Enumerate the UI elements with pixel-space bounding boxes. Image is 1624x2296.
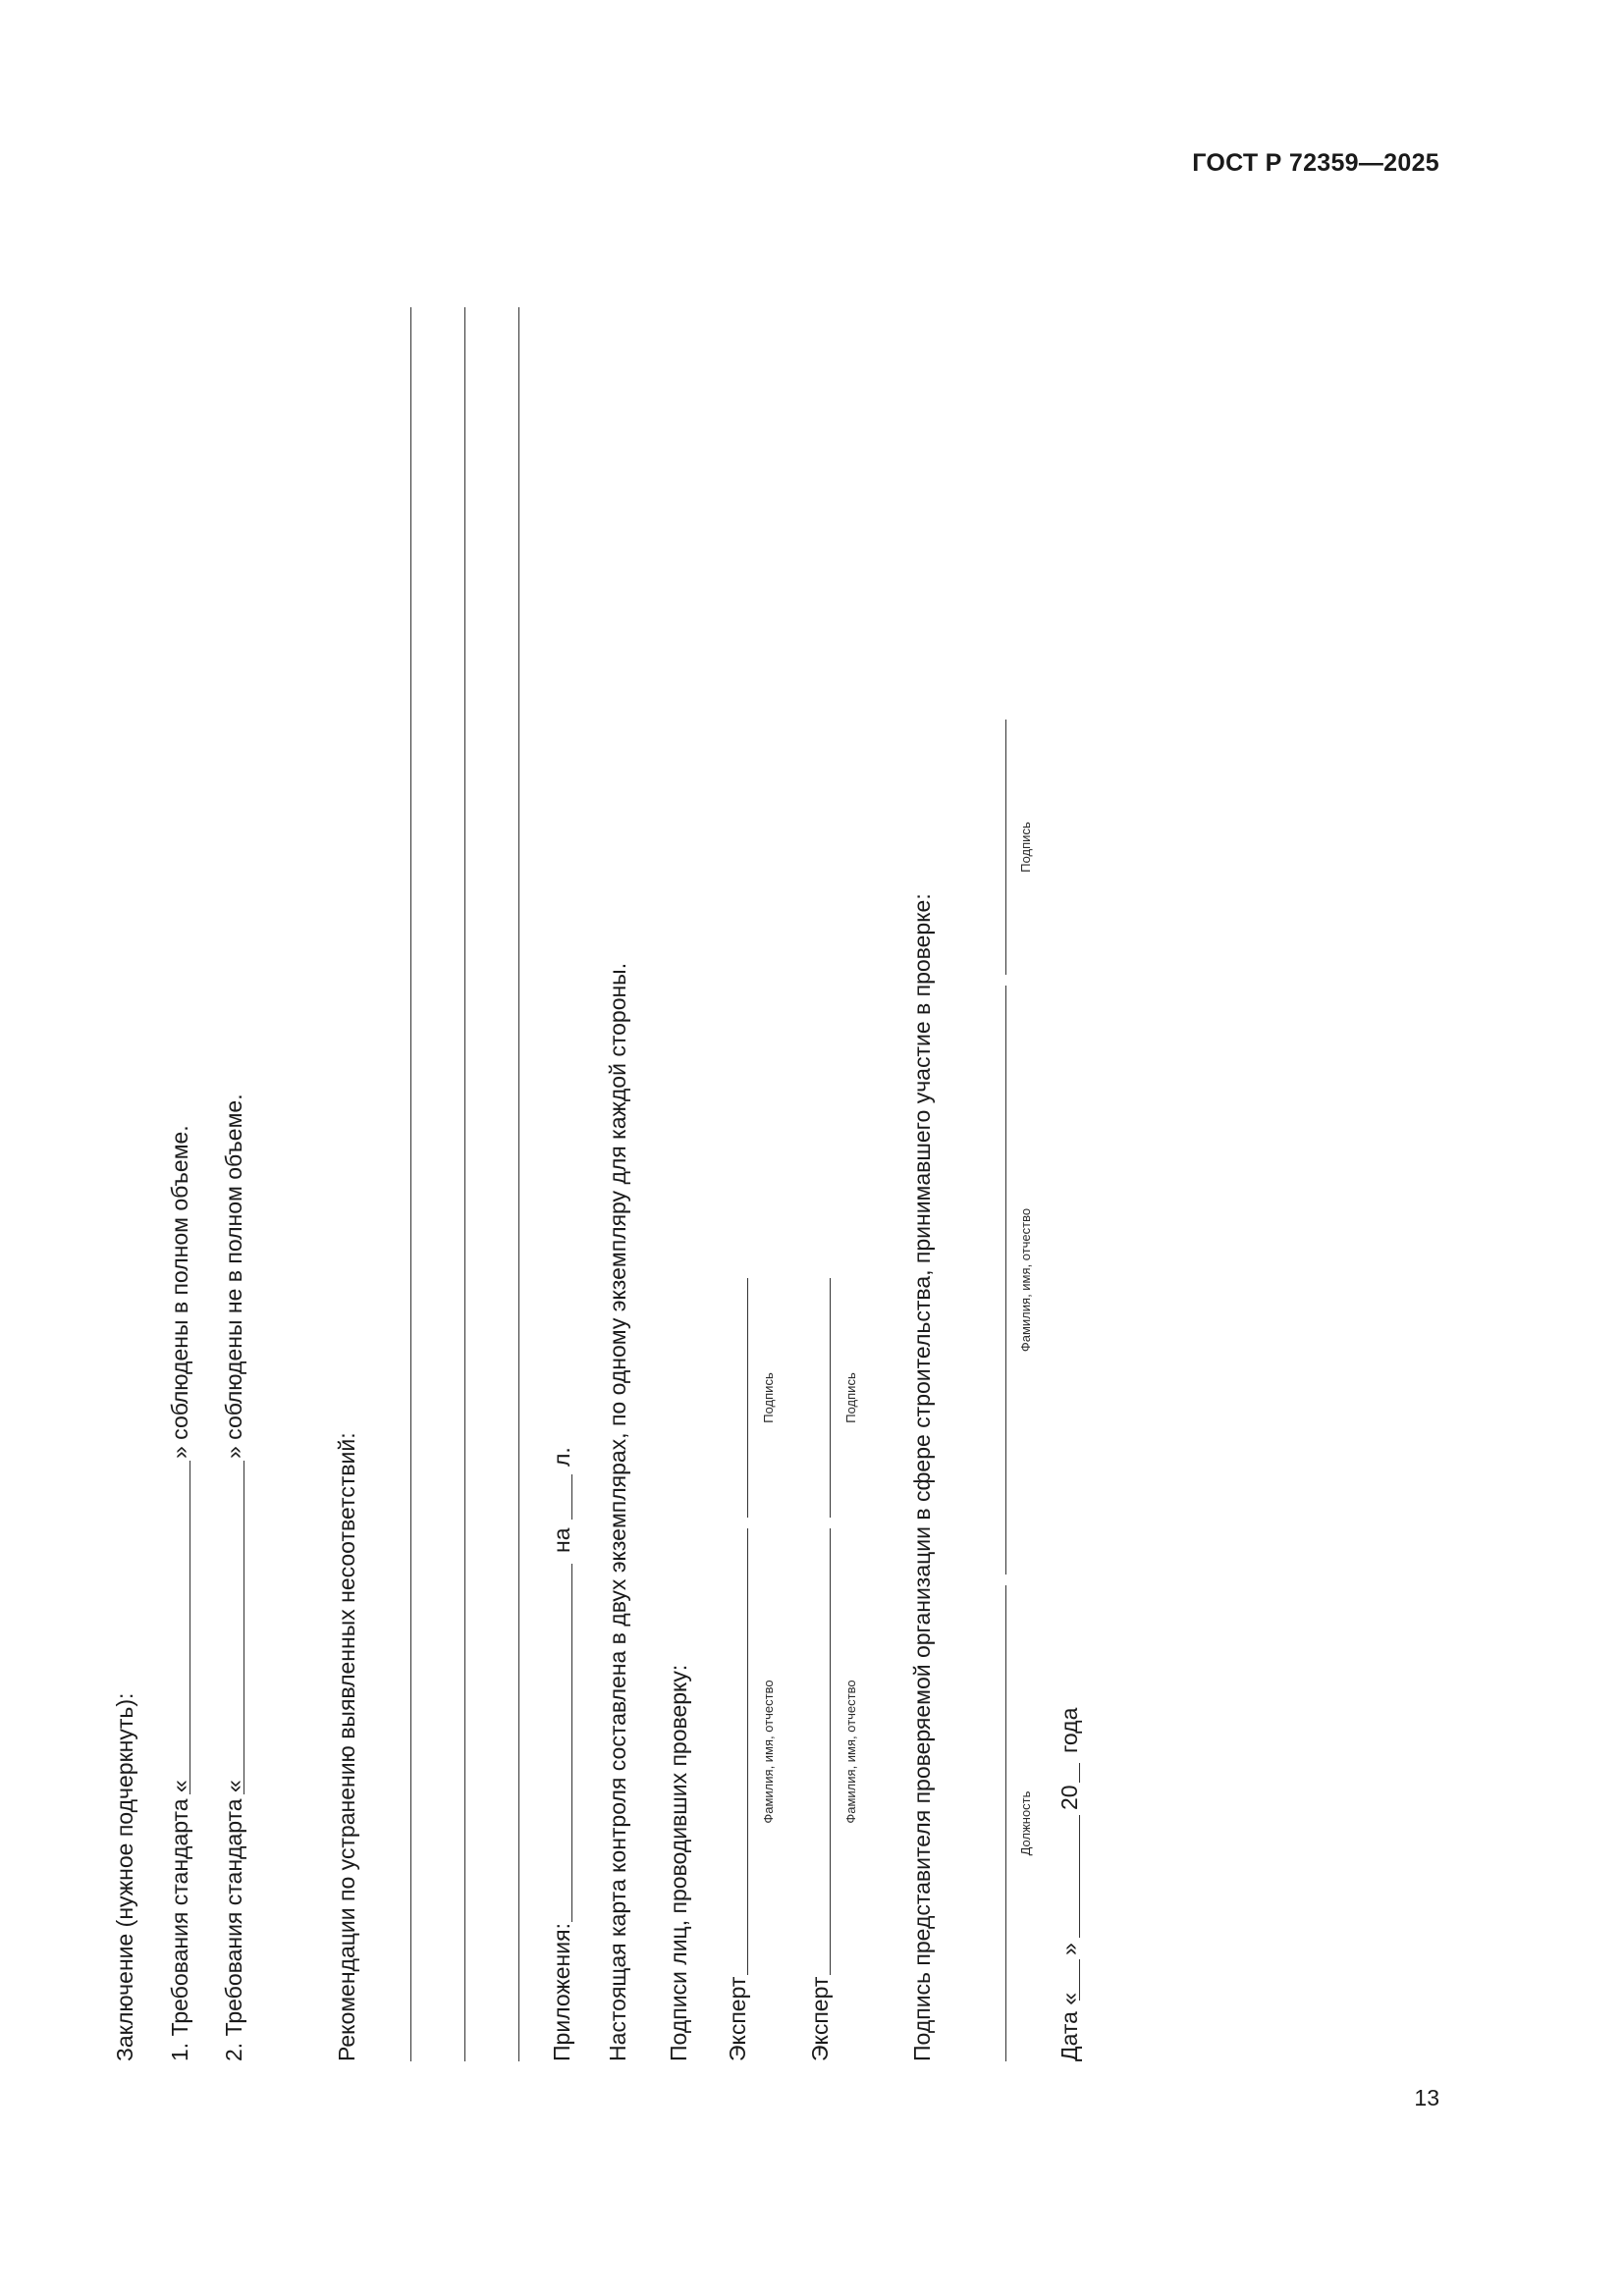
date-quote-close: »: [1056, 1943, 1082, 1955]
representative-signature-caption: Подпись: [1018, 822, 1033, 873]
standard-name-line-1[interactable]: [189, 1461, 190, 1794]
inspector-signature-caption-2: Подпись: [843, 1372, 858, 1423]
inspector-signature-line-2[interactable]: [830, 1278, 831, 1518]
date-year-word: года: [1056, 1707, 1082, 1753]
conclusion-title: Заключение (нужное подчеркнуть):: [112, 1692, 137, 2061]
attachments-label: Приложения:: [549, 1923, 574, 2061]
date-day-line[interactable]: [1079, 1959, 1080, 2001]
attachments-on: на: [549, 1527, 574, 1553]
rotated-form: [108, 236, 1090, 2061]
recommendations-title: Рекомендации по устранению выявленных несоответствий:: [334, 1432, 359, 2061]
standard-code: ГОСТ Р 72359—2025: [1192, 149, 1439, 177]
conclusion-item1-suffix: » соблюдены в полном объеме.: [167, 1125, 192, 1459]
representative-position-caption: Должность: [1018, 1790, 1033, 1856]
inspectors-title: Подписи лиц, проводивших проверку:: [666, 1664, 691, 2061]
inspector-name-line-1[interactable]: [747, 1528, 748, 1975]
inspector-signature-caption-1: Подпись: [761, 1372, 776, 1423]
representative-title: Подпись представителя проверяемой организации в сфере строительства, принимавшего участие в проверке:: [909, 893, 935, 2061]
recommendation-line-1[interactable]: [410, 307, 411, 2061]
conclusion-item1-prefix: 1. Требования стандарта «: [167, 1780, 192, 2061]
date-year-line[interactable]: [1079, 1763, 1080, 1783]
attachments-line[interactable]: [571, 1564, 572, 1922]
date-prefix: Дата «: [1056, 1992, 1082, 2061]
representative-signature-line[interactable]: [1005, 720, 1006, 975]
recommendation-line-3[interactable]: [518, 307, 519, 2061]
page-number: 13: [1414, 2085, 1439, 2110]
conclusion-item2-prefix: 2. Требования стандарта «: [221, 1780, 246, 2061]
inspector-name-caption-1: Фамилия, имя, отчество: [761, 1680, 776, 1824]
attachments-sheets-line[interactable]: [571, 1474, 572, 1520]
copies-note: Настоящая карта контроля составлена в двух экземплярах, по одному экземпляру для каждой стороны.: [605, 962, 630, 2061]
conclusion-item2-suffix: » соблюдены не в полном объеме.: [221, 1094, 246, 1459]
date-month-line[interactable]: [1079, 1815, 1080, 1938]
inspector-signature-line-1[interactable]: [747, 1278, 748, 1518]
attachments-sheets: л.: [549, 1447, 574, 1467]
inspector-role-1: Эксперт: [725, 1976, 750, 2061]
representative-name-line[interactable]: [1005, 986, 1006, 1575]
representative-position-line[interactable]: [1005, 1585, 1006, 2061]
inspector-name-line-2[interactable]: [830, 1528, 831, 1975]
recommendation-line-2[interactable]: [464, 307, 465, 2061]
representative-name-caption: Фамилия, имя, отчество: [1018, 1207, 1033, 1353]
date-century: 20: [1056, 1785, 1082, 1810]
inspector-role-2: Эксперт: [807, 1976, 833, 2061]
inspector-name-caption-2: Фамилия, имя, отчество: [843, 1680, 858, 1824]
